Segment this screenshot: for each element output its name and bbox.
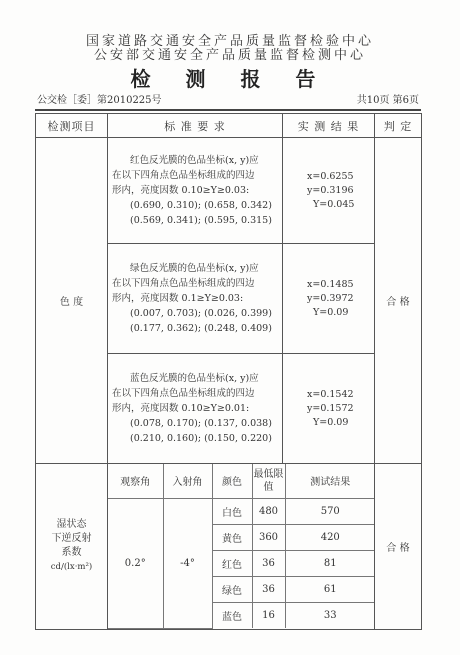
color-value: 红色: [212, 550, 252, 576]
retro-verdict-cell: 合 格: [375, 464, 422, 630]
result-line: x=0.1542: [307, 388, 354, 400]
test-result-value: 61: [285, 576, 375, 602]
result-cell: [283, 354, 375, 464]
header-min-limit: 最低限值: [252, 464, 285, 498]
min-limit-value: 360: [252, 524, 285, 550]
test-result-value: 81: [285, 550, 375, 576]
table-header-row: [36, 114, 422, 138]
entrance-angle-value: -4°: [163, 498, 212, 628]
result-line: Y=0.09: [313, 416, 349, 428]
table-row: [36, 464, 422, 630]
min-limit-value: 36: [252, 550, 285, 576]
requirement-line: (0.007, 0.703); (0.026, 0.399): [130, 308, 272, 319]
org-name-line2: 公安部交通安全产品质量监督检测中心: [93, 48, 366, 63]
requirement-line: 绿色反光膜的色品坐标(x, y)应: [130, 263, 259, 274]
header-rule: [35, 109, 421, 111]
header-requirement: 标 准 要 求: [108, 114, 283, 138]
retro-subtable-cell: [108, 464, 375, 630]
retro-item-line: 下逆反射: [51, 533, 92, 545]
color-value: 蓝色: [212, 602, 252, 628]
requirement-line: 红色反光膜的色品坐标(x, y)应: [130, 155, 259, 166]
result-cell: [283, 244, 375, 354]
test-result-value: 420: [285, 524, 375, 550]
requirement-line: 在以下四角点色品坐标组成的四边: [112, 170, 255, 181]
result-line: y=0.3196: [307, 184, 354, 196]
min-limit-value: 36: [252, 576, 285, 602]
retro-item-line: cd/(lx·m²): [50, 562, 93, 573]
color-value: 绿色: [212, 576, 252, 602]
result-line: x=0.6255: [307, 170, 354, 182]
requirement-line: (0.210, 0.160); (0.150, 0.220): [130, 433, 272, 444]
min-limit-value: 16: [252, 602, 285, 628]
color-item-cell: 色 度: [36, 138, 108, 464]
header-test-result: 测试结果: [285, 464, 375, 498]
result-line: Y=0.045: [313, 198, 355, 210]
requirement-line: 形内，亮度因数 0.10≥Y≥0.03:: [112, 185, 250, 196]
result-cell: [283, 138, 375, 244]
requirement-cell: [108, 354, 283, 464]
requirement-line: (0.177, 0.362); (0.248, 0.409): [130, 323, 272, 334]
color-value: 黄色: [212, 524, 252, 550]
header-result: 实 测 结 果: [283, 114, 375, 138]
header-test-item: 检测项目: [36, 114, 108, 138]
report-title: 检 测 报 告: [130, 67, 330, 91]
requirement-cell: [108, 244, 283, 354]
page-indicator: 共10页 第6页: [356, 95, 419, 106]
retro-item-line: 系数: [61, 547, 82, 559]
table-row: [36, 138, 422, 244]
color-verdict-cell: 合 格: [375, 138, 422, 464]
org-name-line1: 国家道路交通安全产品质量监督检验中心: [85, 34, 374, 49]
test-result-value: 570: [285, 498, 375, 524]
retro-subtable: [108, 464, 375, 629]
result-line: y=0.3972: [307, 292, 354, 304]
retro-item-line: 湿状态: [56, 519, 87, 531]
header-observation-angle: 观察角: [108, 464, 163, 498]
requirement-line: (0.690, 0.310); (0.658, 0.342): [130, 200, 272, 211]
requirement-line: 在以下四角点色品坐标组成的四边: [112, 278, 255, 289]
color-value: 白色: [212, 498, 252, 524]
requirement-line: 蓝色反光膜的色品坐标(x, y)应: [130, 373, 259, 384]
observation-angle-value: 0.2°: [108, 498, 163, 628]
requirement-line: 形内，亮度因数 0.10≥Y≥0.01:: [112, 403, 250, 414]
requirement-line: (0.078, 0.170); (0.137, 0.038): [130, 418, 272, 429]
report-number: 公交检［委］第2010225号: [37, 95, 162, 106]
header-color: 颜色: [212, 464, 252, 498]
header-verdict: 判 定: [375, 114, 422, 138]
requirement-cell: [108, 138, 283, 244]
result-line: Y=0.09: [313, 306, 349, 318]
header-entrance-angle: 入射角: [163, 464, 212, 498]
result-line: x=0.1485: [307, 278, 354, 290]
test-result-value: 33: [285, 602, 375, 628]
requirement-line: 在以下四角点色品坐标组成的四边: [112, 388, 255, 399]
test-report-table: [35, 113, 422, 630]
min-limit-value: 480: [252, 498, 285, 524]
requirement-line: (0.569, 0.341); (0.595, 0.315): [130, 215, 272, 226]
subtable-header-row: [108, 464, 375, 498]
result-line: y=0.1572: [307, 402, 354, 414]
requirement-line: 形内，亮度因数 0.1≥Y≥0.03:: [112, 293, 244, 304]
table-row: [108, 498, 375, 524]
retro-item-cell: [36, 464, 108, 630]
